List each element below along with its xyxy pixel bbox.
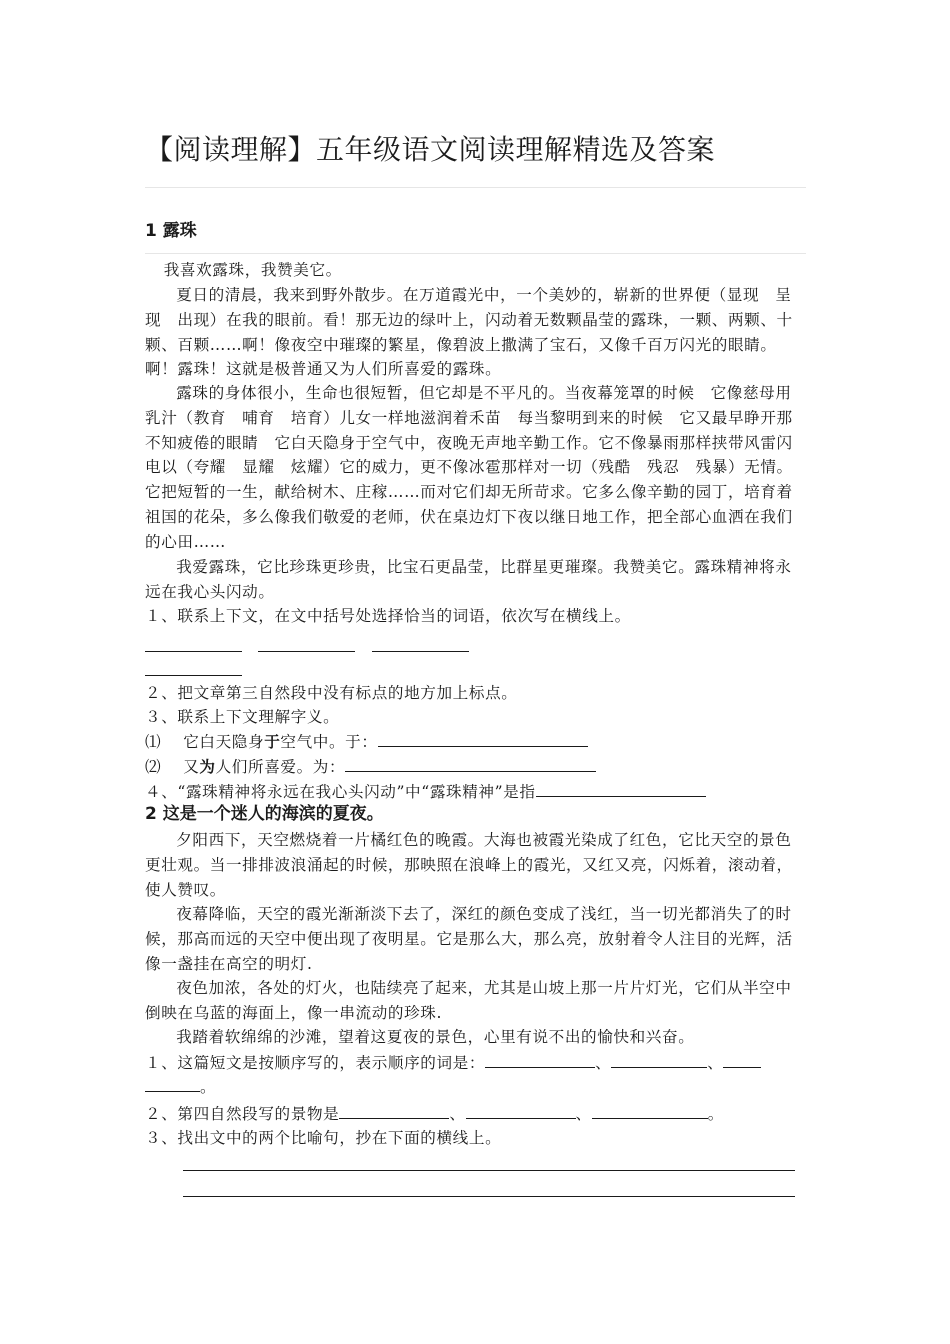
- s1-question-1: １、联系上下文，在文中括号处选择恰当的词语，依次写在横线上。: [145, 607, 631, 625]
- s2-q1-blank-3[interactable]: [723, 1051, 761, 1068]
- q3b-key-char: 为: [199, 758, 216, 776]
- s1-question-3b: [145, 755, 807, 779]
- answer-blank-3[interactable]: [372, 651, 469, 652]
- s1-paragraph-3: 露珠的身体很小，生命也很短暂，但它却是不平凡的。当夜幕笼罩的时候 它像慈母用乳汁（教育 哺育 培育）儿女一样地滋润着禾苗 每当黎明到来的时候 它又最早睁开那不知疲倦的眼睛 它白天隐身于空气中，夜晚无声地辛勤工作。它不像暴雨那样挟带风雷闪电以（夸耀 显耀 炫耀）它的威力，更不像冰雹那样对一切（残酷 残忍 残暴）无情。它把短暂的一生，献给树木、庄稼……而对它们却无所苛求。它多么像辛勤的园丁，培育着祖国的花朵，多么像我们敬爱的老师，伏在桌边灯下夜以继日地工作，把全部心血洒在我们的心田……: [145, 384, 793, 551]
- q3b-text-end: 人们所喜爱。为：: [215, 758, 346, 776]
- s2-q2-blank-1[interactable]: [339, 1102, 449, 1119]
- s2-paragraph-1: 夕阳西下，天空燃烧着一片橘红色的晚霞。大海也被霞光染成了红色，它比天空的景色更壮观。当一排排波浪涌起的时候，那映照在浪峰上的霞光，又红又亮，闪烁着，滚动着，使人赞叹。: [145, 831, 793, 899]
- separator: 、: [575, 1105, 592, 1123]
- separator: 、: [595, 1054, 612, 1072]
- s2-question-3: ３、找出文中的两个比喻句，抄在下面的横线上。: [145, 1129, 502, 1147]
- s1-question-3: ３、联系上下文理解字义。: [145, 708, 340, 726]
- s1-paragraph-1: 我喜欢露珠，我赞美它。: [163, 261, 342, 279]
- q3b-number: ⑵: [145, 758, 162, 776]
- s1-paragraph-2: 夏日的清晨，我来到野外散步。在万道霞光中，一个美妙的，崭新的世界便（显现 呈现 出现）在我的眼前。看！那无边的绿叶上，闪动着无数颗晶莹的露珠，一颗、两颗、十颗、百颗……啊！像夜空中璀璨的繁星，像碧波上撒满了宝石，又像千百万闪光的眼睛。啊！露珠！这就是极普通又为人们所喜爱的露珠。: [145, 286, 793, 379]
- title-divider: [145, 187, 806, 188]
- answer-blank-4[interactable]: [145, 675, 242, 676]
- separator: 、: [707, 1054, 724, 1072]
- s2-question-1: [145, 1051, 807, 1075]
- s2-paragraph-2: 夜幕降临，天空的霞光渐渐淡下去了，深红的颜色变成了浅红，当一切光都消失了的时候，那高而远的天空中便出现了夜明星。它是那么大，那么亮，放射着令人注目的光辉，活像一盏挂在高空的明灯.: [145, 905, 793, 973]
- s2-q2-blank-2[interactable]: [466, 1102, 576, 1119]
- s2-question-2: [145, 1102, 807, 1126]
- s2-q1-blank-2[interactable]: [611, 1051, 707, 1068]
- s2-q3-answer-line-1[interactable]: [183, 1170, 795, 1171]
- q3a-key-char: 于: [264, 733, 281, 751]
- s2-q1-blank-3-cont[interactable]: [145, 1075, 200, 1092]
- answer-blank-2[interactable]: [258, 651, 355, 652]
- s2-paragraph-3: 夜色加浓，各处的灯火，也陆续亮了起来，尤其是山坡上那一片片灯光，它们从半空中倒映在乌蓝的海面上，像一串流动的珍珠.: [145, 979, 792, 1022]
- s2-q2-end: 。: [707, 1105, 724, 1123]
- section-2-heading: 2 这是一个迷人的海滨的夏夜。: [145, 804, 384, 824]
- q3b-answer-blank[interactable]: [345, 755, 596, 772]
- q4-answer-blank[interactable]: [536, 780, 706, 797]
- s2-question-1-cont: [145, 1075, 807, 1099]
- q3a-text: 它白天隐身: [183, 733, 265, 751]
- q3a-number: ⑴: [145, 733, 162, 751]
- q4-text: ４、“露珠精神将永远在我心头闪动”中“露珠精神”是指: [145, 783, 536, 801]
- answer-blank-1[interactable]: [145, 651, 242, 652]
- s2-q1-end: 。: [200, 1078, 217, 1096]
- s1-question-2: ２、把文章第三自然段中没有标点的地方加上标点。: [145, 684, 518, 702]
- s1-paragraph-4: 我爱露珠，它比珍珠更珍贵，比宝石更晶莹，比群星更璀璨。我赞美它。露珠精神将永远在我心头闪动。: [145, 558, 792, 601]
- page-title: 【阅读理解】五年级语文阅读理解精选及答案: [145, 133, 716, 166]
- q3b-text: 又: [183, 758, 200, 776]
- s1-question-4: [145, 780, 807, 804]
- q3a-answer-blank[interactable]: [378, 730, 588, 747]
- s2-q2-blank-3[interactable]: [592, 1102, 708, 1119]
- q3a-text-end: 空气中。于：: [280, 733, 378, 751]
- s2-q3-answer-line-2[interactable]: [183, 1196, 795, 1197]
- s2-paragraph-4: 我踏着软绵绵的沙滩，望着这夏夜的景色，心里有说不出的愉快和兴奋。: [176, 1028, 695, 1046]
- s2-q1-text: １、这篇短文是按顺序写的，表示顺序的词是：: [145, 1054, 486, 1072]
- section-1-divider: [145, 253, 806, 254]
- separator: 、: [449, 1105, 466, 1123]
- s1-question-3a: [145, 730, 807, 754]
- section-1-heading: 1 露珠: [145, 221, 197, 241]
- s2-q1-blank-1[interactable]: [485, 1051, 595, 1068]
- s2-q2-text: ２、第四自然段写的景物是: [145, 1105, 340, 1123]
